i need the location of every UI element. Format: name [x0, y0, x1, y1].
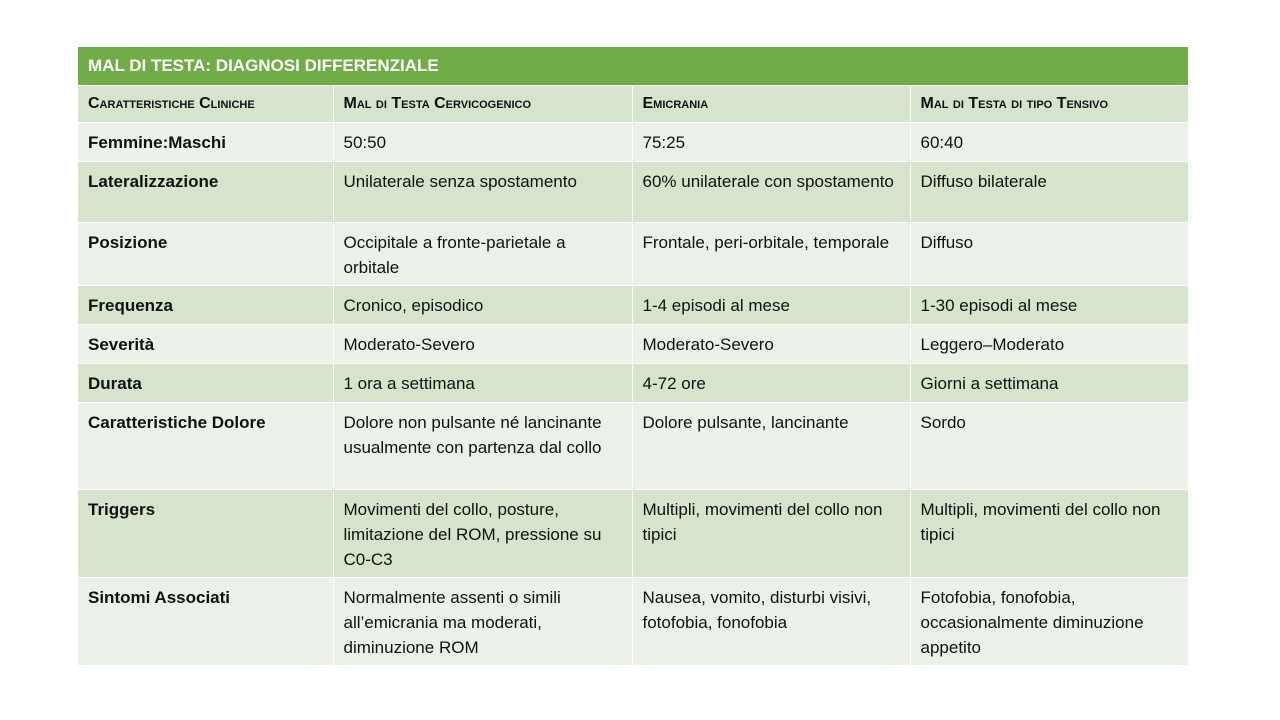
cell-tension-type: Leggero–Moderato — [910, 325, 1188, 364]
cell-cervicogenic: Cronico, episodico — [333, 286, 632, 325]
cell-cervicogenic: Unilaterale senza spostamento — [333, 162, 632, 223]
cell-migraine: 75:25 — [632, 123, 910, 162]
cell-tension-type: Diffuso bilaterale — [910, 162, 1188, 223]
row-label: Caratteristiche Dolore — [78, 403, 333, 490]
cell-migraine: Moderato-Severo — [632, 325, 910, 364]
cell-tension-type: Multipli, movimenti del collo non tipici — [910, 490, 1188, 578]
cell-migraine: Dolore pulsante, lancinante — [632, 403, 910, 490]
cell-tension-type: Diffuso — [910, 223, 1188, 286]
table-header-row — [78, 86, 1188, 123]
cell-migraine: Nausea, vomito, disturbi visivi, fotofobia, fonofobia — [632, 578, 910, 666]
cell-migraine: Frontale, peri-orbitale, temporale — [632, 223, 910, 286]
cell-cervicogenic: Dolore non pulsante né lancinante usualmente con partenza dal collo — [333, 403, 632, 490]
table-row — [78, 223, 1188, 286]
header-cervicogenic: Mal di Testa Cervicogenico — [333, 86, 632, 123]
differential-diagnosis-table — [78, 47, 1188, 666]
table-row — [78, 364, 1188, 403]
table-row — [78, 162, 1188, 223]
cell-cervicogenic: 1 ora a settimana — [333, 364, 632, 403]
header-clinical-features: Caratteristiche Cliniche — [78, 86, 333, 123]
table-row — [78, 578, 1188, 666]
cell-cervicogenic: 50:50 — [333, 123, 632, 162]
cell-migraine: 60% unilaterale con spostamento — [632, 162, 910, 223]
cell-tension-type: 1-30 episodi al mese — [910, 286, 1188, 325]
row-label: Lateralizzazione — [78, 162, 333, 223]
table-row — [78, 490, 1188, 578]
row-label: Femmine:Maschi — [78, 123, 333, 162]
cell-migraine: Multipli, movimenti del collo non tipici — [632, 490, 910, 578]
cell-cervicogenic: Movimenti del collo, posture, limitazione del ROM, pressione su C0-C3 — [333, 490, 632, 578]
row-label: Durata — [78, 364, 333, 403]
table-row — [78, 123, 1188, 162]
cell-migraine: 1-4 episodi al mese — [632, 286, 910, 325]
cell-cervicogenic: Normalmente assenti o simili all’emicrania ma moderati, diminuzione ROM — [333, 578, 632, 666]
row-label: Severità — [78, 325, 333, 364]
row-label: Posizione — [78, 223, 333, 286]
row-label: Frequenza — [78, 286, 333, 325]
cell-tension-type: Sordo — [910, 403, 1188, 490]
cell-tension-type: 60:40 — [910, 123, 1188, 162]
row-label: Sintomi Associati — [78, 578, 333, 666]
table-row — [78, 403, 1188, 490]
header-migraine: Emicrania — [632, 86, 910, 123]
table-title: MAL DI TESTA: DIAGNOSI DIFFERENZIALE — [78, 47, 1188, 86]
cell-cervicogenic: Occipitale a fronte-parietale a orbitale — [333, 223, 632, 286]
cell-tension-type: Giorni a settimana — [910, 364, 1188, 403]
table-title-row — [78, 47, 1188, 86]
cell-migraine: 4-72 ore — [632, 364, 910, 403]
table-row — [78, 286, 1188, 325]
cell-tension-type: Fotofobia, fonofobia, occasionalmente diminuzione appetito — [910, 578, 1188, 666]
header-tension-type: Mal di Testa di tipo Tensivo — [910, 86, 1188, 123]
row-label: Triggers — [78, 490, 333, 578]
table-row — [78, 325, 1188, 364]
cell-cervicogenic: Moderato-Severo — [333, 325, 632, 364]
